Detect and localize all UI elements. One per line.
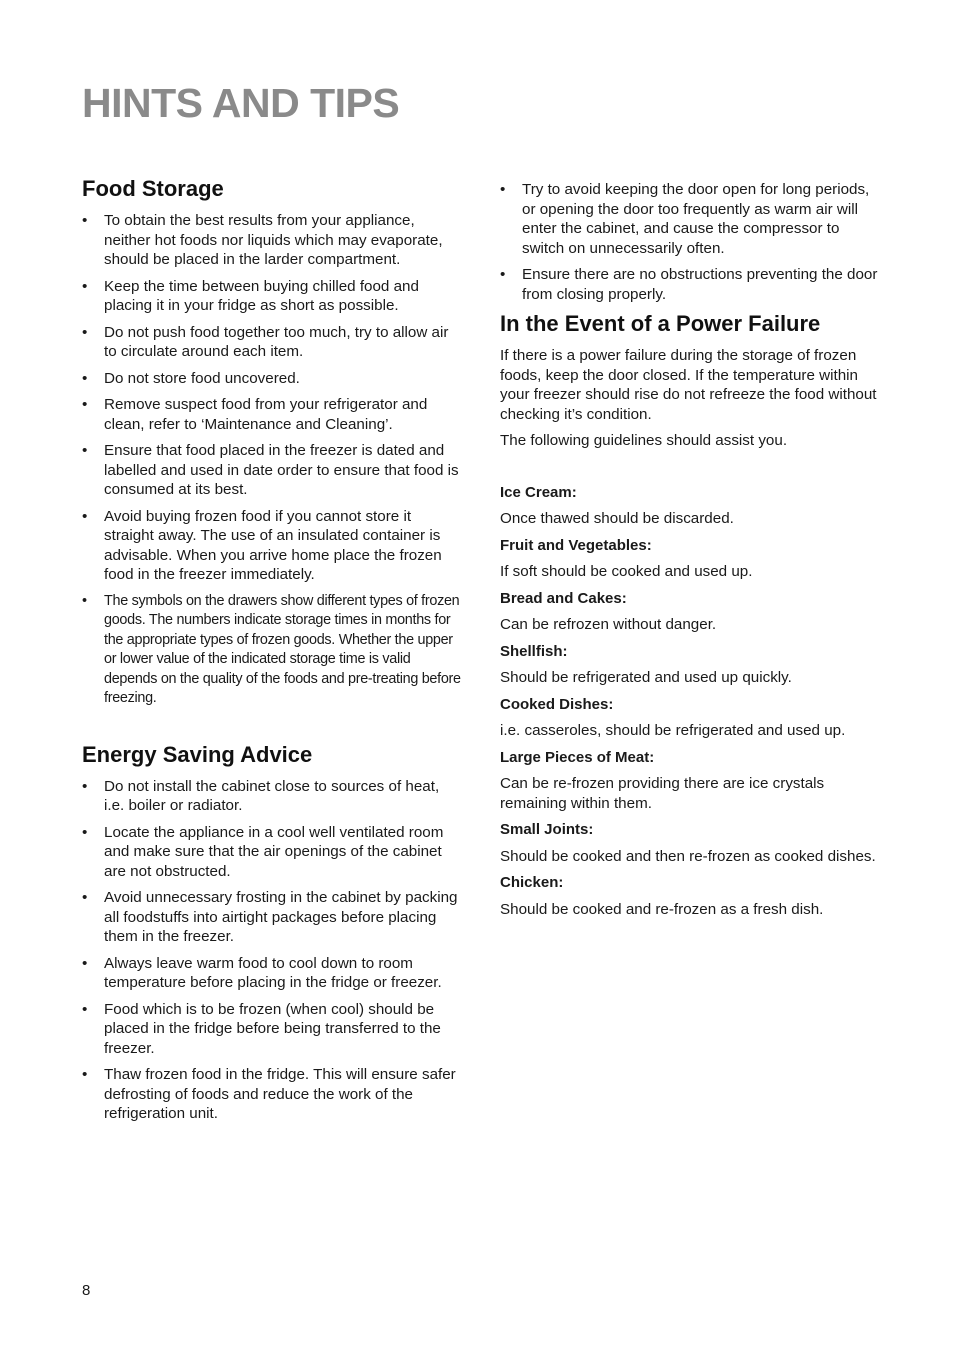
list-item: • Locate the appliance in a cool well ventilated room and make sure that the air openings of the cabinet are not obstructed. [82, 823, 462, 882]
guideline-label: Ice Cream: [500, 483, 577, 501]
energy-saving-list-continued [500, 180, 880, 304]
list-item: • Do not push food together too much, try to allow air to circulate around each item. [82, 323, 462, 362]
list-item: • The symbols on the drawers show different types of frozen goods. The numbers indicate storage times in months for the appropriate types of frozen goods. Whether the upper or lower value of the indicated storage time is valid depends on the quality of the foods and pre-treating before freezing. [82, 592, 462, 709]
list-item: • Do not store food uncovered. [82, 369, 462, 389]
list-item: • Keep the time between buying chilled food and placing it in your fridge as short as possible. [82, 277, 462, 316]
page-number: 8 [82, 1282, 91, 1299]
guideline-text: Can be re-frozen providing there are ice crystals remaining within them. [500, 775, 825, 812]
food-storage-list [82, 211, 462, 709]
energy-saving-heading: Energy Saving Advice [82, 741, 313, 767]
guideline-label: Small Joints: [500, 821, 594, 838]
guideline-label: Chicken: [500, 874, 564, 891]
guideline-text: If soft should be cooked and used up. [500, 563, 753, 580]
list-item: • Do not install the cabinet close to sources of heat, i.e. boiler or radiator. [82, 777, 462, 816]
list-item: • Ensure there are no obstructions preventing the door from closing properly. [500, 265, 880, 304]
list-item: • Remove suspect food from your refrigerator and clean, refer to ‘Maintenance and Cleaning’. [82, 395, 462, 434]
right-column [500, 180, 880, 926]
guideline-text: Should be cooked and re-frozen as a fresh dish. [500, 900, 824, 918]
guideline-text: Should be refrigerated and used up quickly. [500, 669, 792, 686]
list-item: • To obtain the best results from your appliance, neither hot foods nor liquids which may evaporate, should be placed in the larder compartment. [82, 211, 462, 270]
guideline-text: Can be refrozen without danger. [500, 616, 717, 633]
power-failure-paragraph: If there is a power failure during the storage of frozen foods, keep the door closed. If the temperature within your freezer should rise do not refreeze the food without checking it’s condition. [500, 347, 877, 423]
power-failure-heading: In the Event of a Power Failure [500, 311, 821, 336]
guideline-label: Shellfish: [500, 642, 568, 660]
page-title: HINTS AND TIPS [82, 80, 400, 126]
guideline-text: i.e. casseroles, should be refrigerated and used up. [500, 722, 846, 739]
energy-saving-list [82, 777, 462, 1124]
guideline-label: Fruit and Vegetables: [500, 536, 652, 554]
list-item: • Food which is to be frozen (when cool) should be placed in the fridge before being transferred to the freezer. [82, 1000, 462, 1059]
list-item: • Avoid buying frozen food if you cannot store it straight away. The use of an insulated container is advisable. When you arrive home place the frozen food in the freezer immediately. [82, 507, 462, 585]
list-item: • Avoid unnecessary frosting in the cabinet by packing all foodstuffs into airtight packages before placing them in the freezer. [82, 888, 462, 947]
guideline-text: Should be cooked and then re-frozen as cooked dishes. [500, 847, 876, 865]
food-storage-heading: Food Storage [82, 176, 224, 201]
power-failure-paragraph: The following guidelines should assist you. [500, 432, 788, 449]
guideline-label: Cooked Dishes: [500, 695, 614, 713]
guideline-label: Bread and Cakes: [500, 589, 627, 607]
list-item: • Always leave warm food to cool down to room temperature before placing in the fridge or freezer. [82, 954, 462, 993]
list-item: • Thaw frozen food in the fridge. This will ensure safer defrosting of foods and reduce the work of the refrigeration unit. [82, 1065, 462, 1124]
guideline-text: Once thawed should be discarded. [500, 510, 734, 527]
guideline-list [500, 483, 880, 920]
left-column [82, 176, 462, 1131]
list-item: • Ensure that food placed in the freezer is dated and labelled and used in date order to ensure that food is consumed at its best. [82, 441, 462, 500]
guideline-label: Large Pieces of Meat: [500, 748, 655, 766]
list-item: • Try to avoid keeping the door open for long periods, or opening the door too frequently as warm air will enter the cabinet, and cause the compressor to switch on unnecessarily often. [500, 180, 880, 258]
